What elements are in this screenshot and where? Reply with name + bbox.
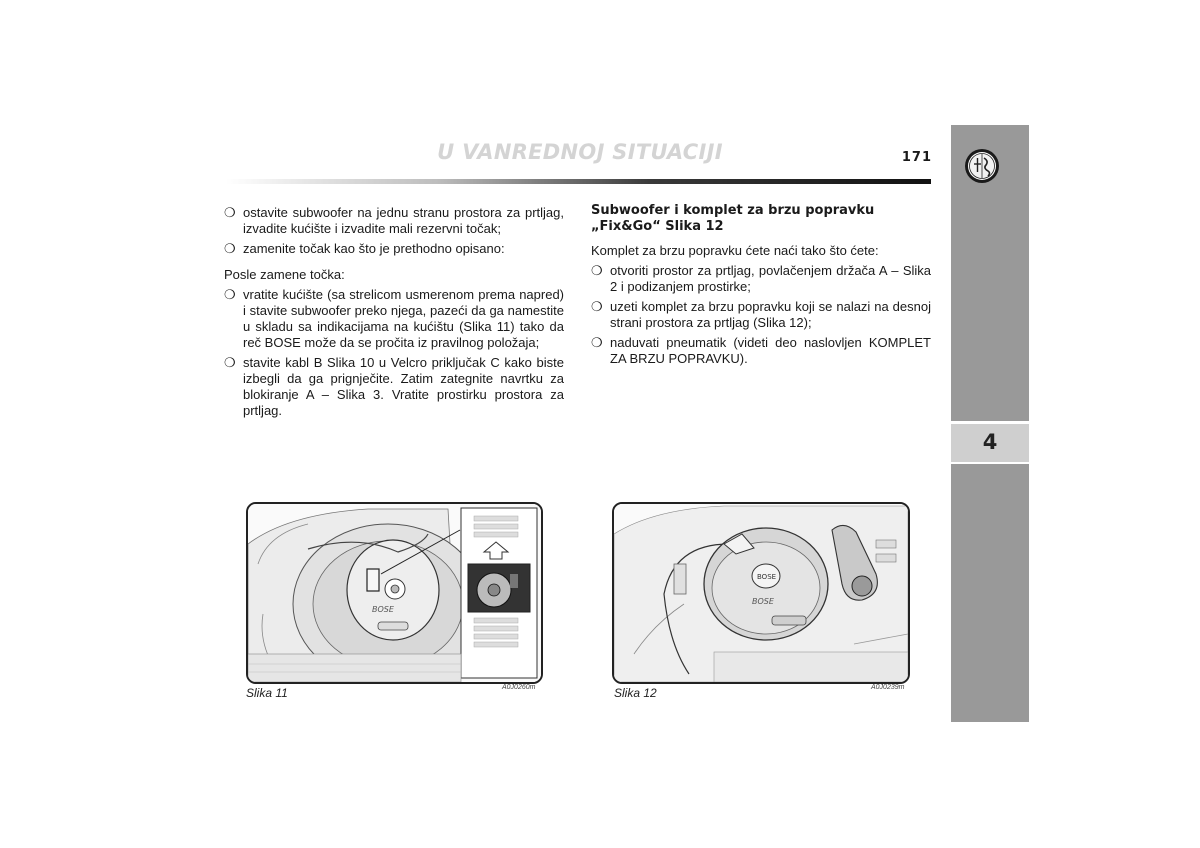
section-title: U VANREDNOJ SITUACIJI: [437, 140, 723, 164]
bullet-circle-icon: ❍: [224, 241, 236, 256]
list-item-text: otvoriti prostor za prtljag, povlačenjem držača A – Slika 2 i podizanjem prostirke;: [610, 263, 931, 294]
list-item-text: ostavite subwoofer na jednu stranu prostora za prtljag, izvadite kućište i izvadite mali rezervni točak;: [243, 205, 564, 236]
fixgo-kit-drawing: [614, 504, 908, 682]
svg-text:BOSE: BOSE: [372, 605, 394, 614]
list-item: [224, 205, 564, 237]
subwoofer-trunk-drawing: [248, 504, 541, 682]
figure-12-illustration: [612, 502, 910, 684]
bullet-circle-icon: ❍: [224, 287, 236, 302]
list-item-text: uzeti komplet za brzu popravku koji se nalazi na desnoj strani prostora za prtljag (Slika 12);: [610, 299, 931, 330]
figure-12-code: A0J0239m: [871, 684, 905, 691]
svg-text:BOSE: BOSE: [752, 597, 774, 606]
chapter-tab: 4: [951, 424, 1029, 462]
list-item: [224, 241, 564, 257]
list-item-text: stavite kabl B Slika 10 u Velcro priključak C kako biste izbegli da ga prignječite. Zatim zategnite navrtku za blokiranje A – Slika 3. Vratite prostirku prostora za prtljag.: [243, 355, 564, 418]
bullet-circle-icon: ❍: [591, 335, 603, 350]
svg-text:BOSE: BOSE: [757, 573, 777, 581]
list-item-text: naduvati pneumatik (videti deo naslovljen KOMPLET ZA BRZU POPRAVKU).: [610, 335, 931, 366]
figure-11-caption: Slika 11: [246, 686, 288, 700]
intro-text: Komplet za brzu popravku ćete naći tako što ćete:: [591, 243, 879, 258]
paragraph-after-change: Posle zamene točka:: [224, 267, 345, 282]
list-item: [224, 287, 564, 351]
left-column: [224, 205, 564, 423]
alfa-romeo-logo-icon: [964, 148, 1000, 184]
side-tab-lower: [951, 464, 1029, 722]
bullet-circle-icon: ❍: [591, 263, 603, 278]
page-number: 171: [901, 150, 932, 165]
figure-11-illustration: [246, 502, 543, 684]
bullet-circle-icon: ❍: [591, 299, 603, 314]
list-item-text: zamenite točak kao što je prethodno opisano:: [243, 241, 505, 256]
list-item: [224, 355, 564, 419]
bullet-circle-icon: ❍: [224, 205, 236, 220]
header-rule: [226, 179, 931, 184]
list-item: [591, 299, 931, 331]
figure-12-caption: Slika 12: [614, 686, 657, 700]
figure-11-code: A0J0260m: [502, 684, 536, 691]
list-item-text: vratite kućište (sa strelicom usmerenom prema napred) i stavite subwoofer preko njega, pazeći da ga namestite u skladu sa indikacijama na kućištu (Slika 11) tako da reč BOSE može da se pročita iz pravilnog položaja;: [243, 287, 564, 350]
bullet-circle-icon: ❍: [224, 355, 236, 370]
list-item: [591, 335, 931, 367]
list-item: [591, 263, 931, 295]
right-column: [591, 203, 931, 371]
section-heading: Subwoofer i komplet za brzu popravku „Fix&Go“ Slika 12: [591, 203, 875, 234]
